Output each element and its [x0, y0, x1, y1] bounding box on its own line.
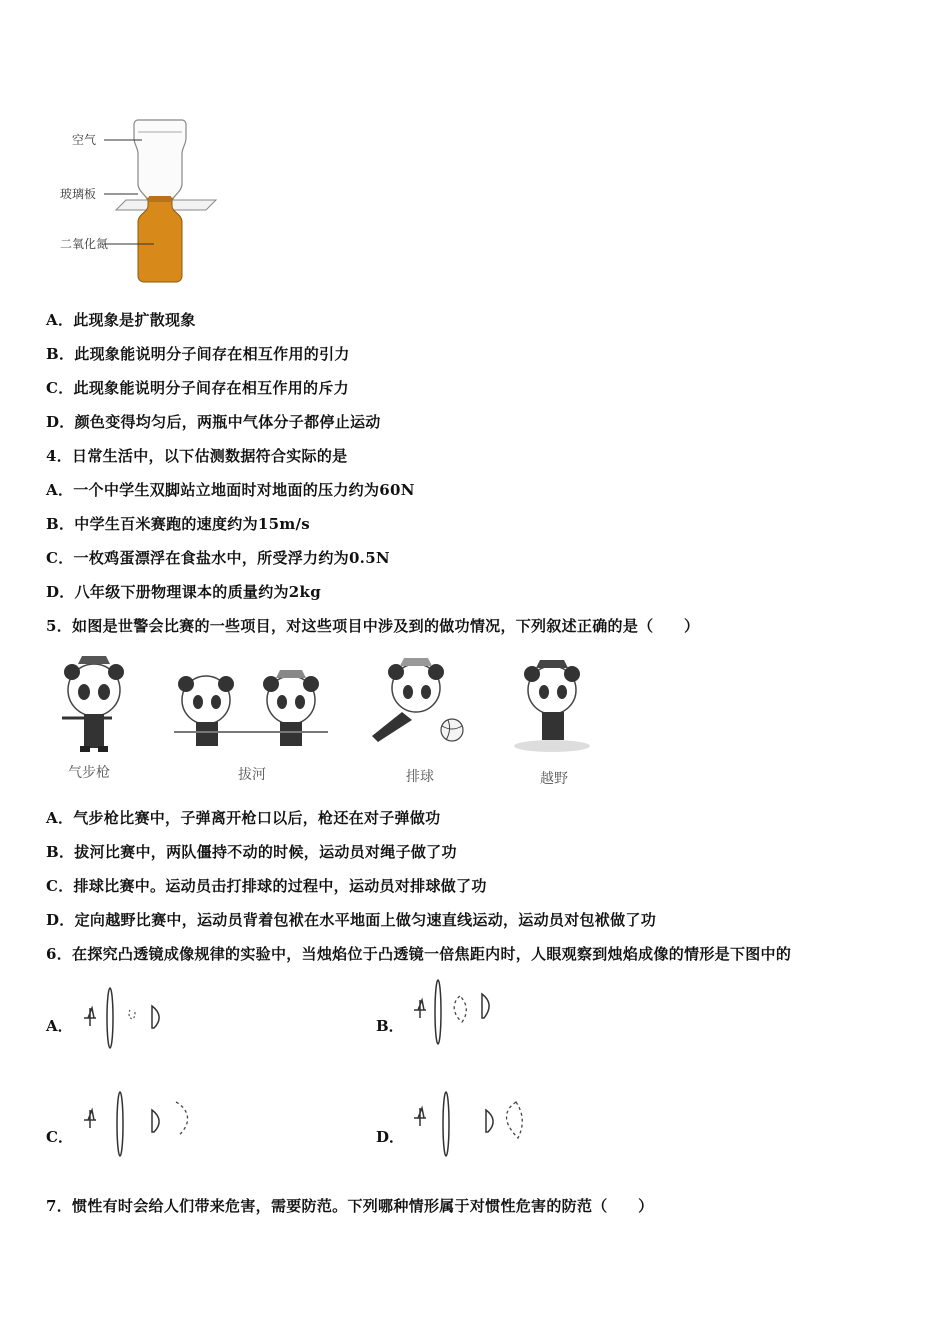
convex-lens-icon	[107, 988, 113, 1048]
q5-option-b: B．拔河比赛中，两队僵持不动的时候，运动员对绳子做了功	[46, 843, 457, 861]
q5-option-c: C．排球比赛中。运动员击打排球的过程中，运动员对排球做了功	[46, 877, 487, 895]
q6-stem: 6．在探究凸透镜成像规律的实验中，当烛焰位于凸透镜一倍焦距内时，人眼观察到烛焰成像的情形是下图中的	[46, 945, 792, 963]
q5-option-a: A．气步枪比赛中，子弹离开枪口以后，枪还在对子弹做功	[46, 809, 441, 827]
q6-option-b-label: B．	[376, 1017, 404, 1035]
convex-lens-icon	[443, 1092, 449, 1156]
q3-option-c: C．此现象能说明分子间存在相互作用的斥力	[46, 379, 349, 397]
q6-option-a-label: A．	[46, 1017, 73, 1035]
panda-tug-of-war-icon	[174, 670, 328, 746]
convex-lens-icon	[435, 980, 441, 1044]
q4-option-c: C．一枚鸡蛋漂浮在食盐水中，所受浮力约为0.5N	[46, 549, 390, 567]
q4-stem: 4．日常生活中，以下估测数据符合实际的是	[46, 447, 348, 465]
q3-option-d: D．颜色变得均匀后，两瓶中气体分子都停止运动	[46, 413, 381, 431]
panda-sports-figure	[56, 652, 616, 772]
q6-option-d-figure	[408, 1088, 538, 1160]
label-air: 空气	[72, 133, 97, 147]
caption-orienteering: 越野	[540, 771, 568, 787]
candle-flame-icon	[414, 1000, 426, 1018]
q4-option-a: A．一个中学生双脚站立地面时对地面的压力约为60N	[46, 481, 415, 499]
q3-option-b: B．此现象能说明分子间存在相互作用的引力	[46, 345, 350, 363]
label-no2: 二氧化氮	[60, 237, 109, 251]
q4-option-d: D．八年级下册物理课本的质量约为2kg	[46, 583, 322, 601]
panda-volleyball-icon	[372, 658, 463, 742]
q6-option-c-figure	[78, 1088, 208, 1160]
gas-diffusion-figure	[56, 112, 226, 292]
caption-rifle: 气步枪	[68, 765, 110, 781]
q7-stem: 7．惯性有时会给人们带来危害，需要防范。下列哪种情形属于对惯性危害的防范（ ）	[46, 1197, 654, 1215]
q5-stem: 5．如图是世警会比赛的一些项目，对这些项目中涉及到的做功情况，下列叙述正确的是（ ）	[46, 617, 700, 635]
panda-rifle-icon	[62, 656, 124, 752]
panda-orienteering-icon	[514, 660, 590, 752]
q6-option-a-figure	[78, 982, 178, 1054]
q6-option-c-label: C．	[46, 1128, 73, 1146]
caption-volleyball: 排球	[406, 769, 434, 785]
candle-flame-icon	[414, 1108, 426, 1126]
q5-option-d: D．定向越野比赛中，运动员背着包袱在水平地面上做匀速直线运动，运动员对包袱做了功	[46, 911, 657, 929]
candle-flame-icon	[84, 1110, 96, 1128]
q3-option-a: A．此现象是扩散现象	[46, 311, 196, 329]
q6-option-b-figure	[408, 976, 518, 1048]
q4-option-b: B．中学生百米赛跑的速度约为15m/s	[46, 515, 311, 533]
label-glass-plate: 玻璃板	[60, 187, 97, 201]
q6-option-d-label: D．	[376, 1128, 405, 1146]
convex-lens-icon	[117, 1092, 123, 1156]
caption-tug-of-war: 拔河	[238, 767, 266, 783]
candle-flame-icon	[84, 1008, 96, 1026]
